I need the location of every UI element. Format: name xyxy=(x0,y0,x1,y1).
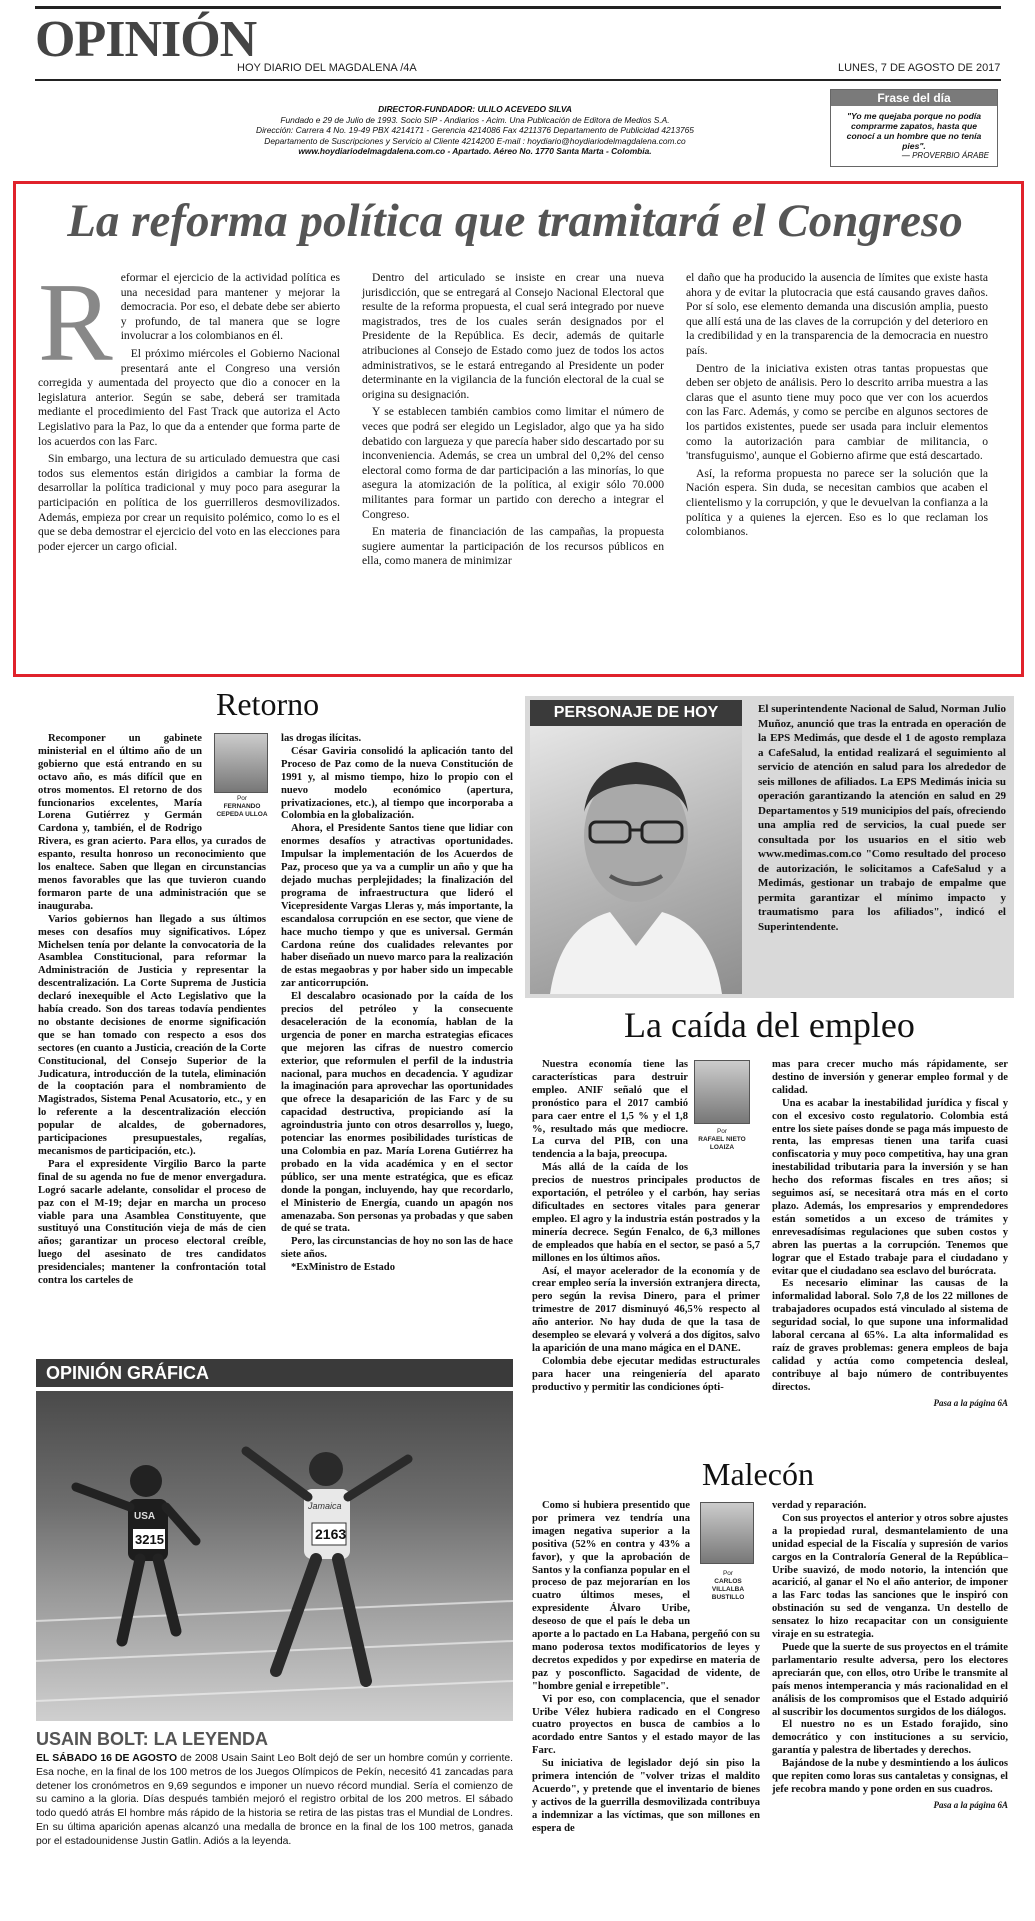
continued-link[interactable]: Pasa a la página 6A xyxy=(933,1397,1008,1408)
paragraph: el daño que ha producido la ausencia de límites que existe hasta ahora y de evitar la plutocracia que está causando graves daños. Por sí solo, ese elemento demanda una discusión amplia, puesto que allí está una de las claves de la corrupción y del deterioro en la credibilidad y en la transparencia de la democracia en nuestro país. xyxy=(686,271,988,357)
paragraph: César Gaviria consolidó la aplicación tanto del Proceso de Paz como de la nueva Constitución de 1991 y, al mismo tiempo, hizo lo propio con el nuevo modelo económico (apertura, privatizaciones, etc.), al tiempo que incorporaba a Colombia en la globalización. xyxy=(281,745,513,822)
paragraph: Nuestra economía tiene las características para destruir empleo. ANIF señaló que el pronóstico para el 2017 cambió para caer entre el 1,5 % y el 1,8 %, resultado más que mediocre. La curva del PIB, con una tendencia a la baja, preocupa. xyxy=(532,1059,688,1161)
drop-cap: R xyxy=(38,261,113,385)
caption-lead: EL SÁBADO 16 DE AGOSTO xyxy=(36,1753,178,1764)
paragraph: Varios gobiernos han llegado a sus últimos meses con desafíos muy significativos. López Michelsen tenía por delante la convocatoria de la Asamblea Constitucional, para reformar la Administración de Justicia y representar la descentralización. La Corte Suprema de Justicia declaró inexequible el Acto Legislativo que la había creado. Son dos tareas todavía pendientes no obstante decisiones de enorme significación que se han tomado con respecto a esos dos sectores (en cuanto a Justicia, creación de la Corte Constitucional, del Consejo Superior de la Judicatura, introducción de la tutela, eliminación de la cooptación para el nombramiento de Magistrados, Sistema Penal Acusatorio, etc., y en lo referente a la descentralización elección popular de alcaldes, de gobernadores, participaciones presupuestales, regalías, mecanismos de participación, etc.). xyxy=(38,913,266,1157)
paragraph: Una es acabar la inestabilidad jurídica y fiscal y con el excesivo costo regulatorio. Colombia está entre los siete países donde se paga más impuesto de renta, las empresas tienen una tarifa cuasi confiscatoria y muy poco competitiva, hay una gran inestabilidad tributaria para la inversión y se han hecho dos reformas fiscales en tres años; si seguimos así, se necesitará otra más en el corto plazo. Además, los empresarios y emprendedores están sometidos a un exceso de trámites y enrevesadísimas regulaciones que suben costos y abren las puertas a la corrupción. Tenemos que lograr que el Estado trabaje para el ciudadano y evitar que el ciudadano sea esclavo del burócrata. xyxy=(772,1097,1008,1277)
section-title: OPINIÓN xyxy=(35,11,257,68)
paragraph: Bajándose de la nube y desmintiendo a los áulicos que repiten como loras sus cantaletas y consignas, el jefe recobra mando y pone orden en sus cuadros. xyxy=(772,1758,1008,1795)
empleo-title: La caída del empleo xyxy=(624,1005,915,1045)
byline-author: RAFAEL NIETO LOAIZA xyxy=(698,1136,746,1151)
malecon-column-1 xyxy=(532,1500,760,1836)
paragraph: Y se establecen también cambios como limitar el número de veces que podrá ser elegido un Legislador, algo que ya ha sido debatido con largueza y que parecía haber sido descartado por su inconveniencia. Además, se crea un umbral del 0,2% del censo electoral como forma de dar participación a las minorías, lo que asegura la atomización de la política, al exigir sólo 70.000 militantes para formar un partido con derecho a integrar el Congreso. xyxy=(362,405,664,521)
paragraph: Como si hubiera presentido que por primera vez tendría una imagen negativa superior a la positiva (52% en contra y 43% a favor), y que la aprobación de Santos y la confianza popular en el proceso de paz mejorarían en los cuatro últimos meses, el expresidente Álvaro Uribe, deseoso de que el país le deba un aporte a lo pactado en La Habana, pergeñó con su mano poderosa textos modificatorios de leyes y decretos expedidos y por expedirse en materia de paz y posconflicto. Sagacidad de vidente, de "hombre genial e irrepetible". xyxy=(532,1500,760,1692)
paragraph: Sin embargo, una lectura de su articulado demuestra que casi todos sus elementos están dirigidos a cambiar la forma de desarrollar la política tradicional y muy poco para asegurar la participación en política de los guerrilleros desmovilizados. Además, empieza por crear un requisito polémico, como lo es el que se deba demostrar el ejercicio del voto en las elecciones para poder ejercer un cargo oficial. xyxy=(38,452,340,553)
paper-name: HOY DIARIO DEL MAGDALENA /4A xyxy=(237,62,417,74)
info-line: www.hoydiariodelmagdalena.com.co - Apartado. Aéreo No. 1770 Santa Marta - Colombia. xyxy=(298,146,652,156)
quote-text: "Yo me quejaba porque no podía comprarme zapatos, hasta que conocí a un hombre que no tenía pies". xyxy=(846,111,982,151)
personaje-photo xyxy=(530,726,742,994)
caption-text: de 2008 Usain Saint Leo Bolt dejó de ser un hombre común y corriente. Esa noche, en la final de los 100 metros de los Juegos Olímpicos de Pekín, necesitó 41 zancadas para detener los cronómetros en 9,69 segundos e imponer un nuevo récord mundial. Sería el comienzo de su camino a la gloria. Días después también mejoró el registro orbital de los 200 metros. El sábado todo quedó atrás El hombre más rápido de la historia se retira de las pistas tras el Mundial de Londres. En su última aparición apenas alcanzó una medalla de bronce en la final de los 100 metros, ganada por el estadounidense Justin Gatlin. Adiós a la leyenda. xyxy=(36,1753,513,1847)
signature: *ExMinistro de Estado xyxy=(291,1262,395,1274)
quote-author: — PROVERBIO ÁRABE xyxy=(901,151,989,160)
byline-por: Por xyxy=(722,1570,734,1577)
issue-date: LUNES, 7 DE AGOSTO DE 2017 xyxy=(838,62,1001,74)
retorno-column-2 xyxy=(281,733,513,1275)
byline-author: CARLOS VILLALBA BUSTILLO xyxy=(711,1578,745,1601)
director-line: DIRECTOR-FUNDADOR: ULILO ACEVEDO SILVA xyxy=(378,104,572,114)
byline-por: Por xyxy=(236,795,248,802)
personaje-header: PERSONAJE DE HOY xyxy=(530,700,742,726)
byline-por: Por xyxy=(716,1128,728,1135)
shirt-label-right: Jamaica xyxy=(308,1501,342,1511)
editorial-title: La reforma política que tramitará el Congreso xyxy=(67,195,963,247)
editorial-column-1 xyxy=(38,261,340,554)
paragraph: Con sus proyectos el anterior y otros sobre ajustes a la propiedad rural, desmantelamiento de una unidad especial de la Fiscalía y supresión de varios cargos en la Contraloría General de la República– Uribe suavizó, de modo notorio, la intención que acarició, al ganar el No el año anterior, de imponer a las Farc todas las sanciones que le inspiró con obstinación su sed de venganza. Un destello de sensatez lo hizo recapacitar con un consiguiente viraje en su estrategia. xyxy=(772,1512,1008,1641)
paragraph: las drogas ilícitas. xyxy=(281,733,362,744)
info-line: Departamento de Suscripciones y Servicio al Cliente 4214200 E-mail : hoydiario@hoydiariodelmagdalena.com.co xyxy=(264,135,686,146)
paragraph: Colombia debe ejecutar medidas estructurales para hacer una reingeniería del aparato productivo y permitir las condiciones ópti- xyxy=(532,1355,760,1393)
info-line: Fundado e 29 de Julio de 1993. Socio SIP - Andiarios - Acim. Una Publicación de Editora de Medios S.A. xyxy=(280,114,670,125)
empleo-column-2 xyxy=(772,1059,1008,1409)
paragraph: Así, la reforma propuesta no parece ser la solución que la Nación espera. Sin duda, se necesitan cambios que acaben el clientelismo y la corrupción, y que le devuelvan la confianza a la política y a quienes la ejercen. Eso es lo que reclaman los colombianos. xyxy=(686,466,988,539)
paragraph: En materia de financiación de las campañas, la propuesta sugiere aumentar la participación de los recursos públicos en ella, como manera de minimizar xyxy=(362,525,664,568)
paragraph: El próximo miércoles el Gobierno Nacional presentará ante el Congreso una versión corregida y aumentada del proyecto que dio a conocer en la legislatura anterior. Según se sabe, deberá ser tramitada mediante el procedimiento del Fast Track que autoriza el Acto Legislativo para la Paz, lo que da a entender que forma parte de los acuerdos con las Farc. xyxy=(38,346,340,448)
continued-link[interactable]: Pasa a la página 6A xyxy=(933,1799,1008,1810)
masthead-info xyxy=(150,104,800,157)
paragraph: Su iniciativa de legislador dejó sin piso la primera intención de "volver trizas el maldito Acuerdo", y pretende que el inventario de bienes y activos de la guerrilla desmovilizada contribuya a indemnizar a las víctimas, que son millones en espera de xyxy=(532,1758,760,1834)
editorial-column-2 xyxy=(362,271,664,569)
info-line: Dirección: Carrera 4 No. 19-49 PBX 4214171 - Gerencia 4214086 Fax 4211376 Departamento de Publicidad 4213765 xyxy=(256,125,694,135)
bib-number-left: 3215 xyxy=(135,1532,164,1547)
grafica-header: OPINIÓN GRÁFICA xyxy=(36,1359,513,1387)
grafica-caption-title: USAIN BOLT: LA LEYENDA xyxy=(36,1729,268,1749)
malecon-column-2 xyxy=(772,1500,1008,1812)
byline-author: FERNANDO CEPEDA ULLOA xyxy=(216,803,268,818)
paragraph: Más allá de la caída de los precios de nuestros principales productos de exportación, el petróleo y el carbón, hay serias dificultades en sectores vitales para generar empleo. El agro y la industria están postrados y la minería decrece. Según Fenalco, de 6,3 millones de empleados que había en el sector, se pasó a 5,7 millones en los últimos años. xyxy=(532,1162,760,1264)
quote-title: Frase del día xyxy=(831,90,997,106)
bib-number-right: 2163 xyxy=(315,1526,347,1542)
portrait-illustration xyxy=(530,726,742,994)
retorno-title: Retorno xyxy=(216,686,320,722)
paragraph: Así, el mayor acelerador de la economía y de crear empleo sería la inversión extranjera directa, pero según la revisa Dinero, para el primer trimestre de 2017 disminuyó 46,5% respecto al año anterior. No hay duda de que la tasa de desempleo se elevará y volverá a dos dígitos, salvo la aparición de una mano mágica en el DANE. xyxy=(532,1265,760,1354)
paragraph: Para el expresidente Virgilio Barco la parte final de su agenda no fue de menor envergadura. Logró sacarle adelante, consolidar el proceso de paz con el M-19; dejar en marcha un proceso viable para una Asamblea Constituyente, que sustituyó una Constitución vieja de más de cien años; garantizar un proceso electoral creíble, luego del asesinato de tres candidatos presidenciales; mantener la confrontación total contra los carteles de xyxy=(38,1158,266,1287)
grafica-caption xyxy=(36,1752,513,1849)
sprint-illustration xyxy=(36,1391,513,1721)
quote-box xyxy=(830,89,998,167)
empleo-column-1 xyxy=(532,1059,760,1395)
paragraph: mas para crecer mucho más rápidamente, ser destino de inversión y generar empleo formal y de calidad. xyxy=(772,1059,1008,1096)
paragraph: verdad y reparación. xyxy=(772,1500,867,1511)
retorno-column-1 xyxy=(38,733,266,1288)
paragraph: eformar el ejercicio de la actividad política es una necesidad para mantener y mejorar la democracia. Por eso, el debate debe ser abierto y profundo, de tal manera que se logre involucrar a los colombianos en él. xyxy=(120,271,340,343)
paragraph: Puede que la suerte de sus proyectos en el trámite parlamentario resulte adversa, pero los electores apreciarán que, con ellos, otro Uribe le transmite al país menos intemperancia y más racionalidad en el análisis de los compromisos que el Estado adquirió al suscribir los documentos surgidos de los diálogos. xyxy=(772,1641,1008,1718)
paragraph: El nuestro no es un Estado forajido, sino democrático y con instituciones a su servicio, garantía y palestra de libertades y derechos. xyxy=(772,1719,1008,1757)
paragraph: Dentro del articulado se insiste en crear una nueva jurisdicción, que se entregará al Consejo Nacional Electoral que resulte de la reforma propuesta, el cual será integrado por nueve magistrados, tres de los cuales serán designados por el Presidente de la República. Es decir, además de quitarle atribuciones al Consejo de Estado como juez de todos los actos administrativos, se le estará entregando al Presidente un poder determinante en la vigilancia de la función electoral de la cual se origina su designación. xyxy=(362,271,664,401)
paragraph: Vi por eso, con complacencia, que el senador Uribe Vélez hubiera radicado en el Congreso cuatro proyectos en busca de cambios a lo acordado entre Santos y el estado mayor de las Farc. xyxy=(532,1693,760,1757)
grafica-photo xyxy=(36,1391,513,1721)
malecon-title: Malecón xyxy=(702,1456,814,1492)
paragraph: Es necesario eliminar las causas de la informalidad laboral. Solo 7,8 de los 22 millones de trabajadores ocupados está vinculado al sistema de seguridad social, lo que supone una informalidad laboral cercana al 65%. La alta informalidad es raíz de graves problemas: genera empleos de baja calidad y actúa como competencia desleal, contribuye al bajo número de contribuyentes directos. xyxy=(772,1278,1008,1393)
paragraph: Dentro de la iniciativa existen otras tantas propuestas que deben ser objeto de análisis. Pero lo descrito arriba muestra a las claras que el asunto tiene muy poco que ver con los acuerdos con las Farc. Además, y como se percibe en algunos sectores de los partidos existentes, puede ser usada para incluir elementos como la autorización para cambiar de militancia, o 'transfuguismo', aunque el Gobierno afirme que está descartado. xyxy=(686,361,988,463)
paragraph: Recomponer un gabinete ministerial en el último año de un gobierno que está entrando en su octavo año, es más difícil que en otros momentos. El retorno de dos funcionarios excelentes, María Lorena Gutiérrez y Germán Cardona y, también, el de Rodrigo Rivera, es gran acierto. Para ellos, ya curados de espanto, resulta honroso un reconocimiento que los enaltece. Saben que llegan en circunstancias menos favorables que las que tuvieron cuando formaron parte de una administración que se inauguraba. xyxy=(38,733,266,912)
paragraph: El descalabro ocasionado por la caída de los precios del petróleo y la consecuente desaceleración de la economía, hablan de la urgencia de poner en marcha estrategias eficaces que mejoren las cifras de nuestro comercio exterior, que reformulen el perfil de la industria nacional, para muchos en decadencia. Y agudizar la imaginación para aprovechar las oportunidades que ofrece la desaparición de las Farc y de su capacidad destructiva, propiciando así la agroindustria junto con otros desarrollos y, luego, potenciar las enormes posibilidades turísticas de una Colombia en paz. María Lorena Gutiérrez ha probado en la vida académica y en el sector público, ser una mente estratégica, que es eficaz donde la pongan, incluyendo, hay que recordarlo, el Ministerio de Energía, cuando un apagón nos amenazaba. Son personas ya probadas y que saben de qué se trata. xyxy=(281,991,513,1235)
personaje-text: El superintendente Nacional de Salud, Norman Julio Muñoz, anunció que tras la entrada en operación de la EPS Medimás, que desde el 1 de agosto remplaza a CafeSalud, la entidad realizará el seguimiento al servicio de atención en salud para los alrededor de seis millones de afiliados. La EPS Medimás inicia su operación garantizando la atención en salud en 29 Departamentos y 519 municipios del país, ofreciendo una amplia red de servicios, la cual puede ser consultada por los usuarios en el sitio web www.medimas.com.co "Como resultado del proceso de autorización, le solicitamos a CafeSalud y a Medimás, gestionar un trabajo de empalme que permita garantizar el mínimo impacto y traumatismo para los afiliados", indicó el Superintendente. xyxy=(758,703,1006,933)
paragraph: Pero, las circunstancias de hoy no son las de hace siete años. xyxy=(281,1236,513,1261)
paragraph: Ahora, el Presidente Santos tiene que lidiar con enormes desafíos y atractivas oportunidades. Impulsar la implementación de los Acuerdos de Paz, proceso que ya va a cumplir un año y que ha dejado muchas perplejidades; la finalización del programa de infraestructura que lideró el Vicepresidente Vargas Lleras y, más importante, la escandalosa corrupción en ese sector, que viene de hace mucho tiempo y que es universal. Germán Cardona reúne dos cualidades relevantes por haber diseñado un nuevo marco para la realización de estas megaobras y por haber sido un impecable zar anticorrupción. xyxy=(281,823,513,990)
editorial-column-3 xyxy=(686,271,988,540)
shirt-label-left: USA xyxy=(134,1511,156,1522)
